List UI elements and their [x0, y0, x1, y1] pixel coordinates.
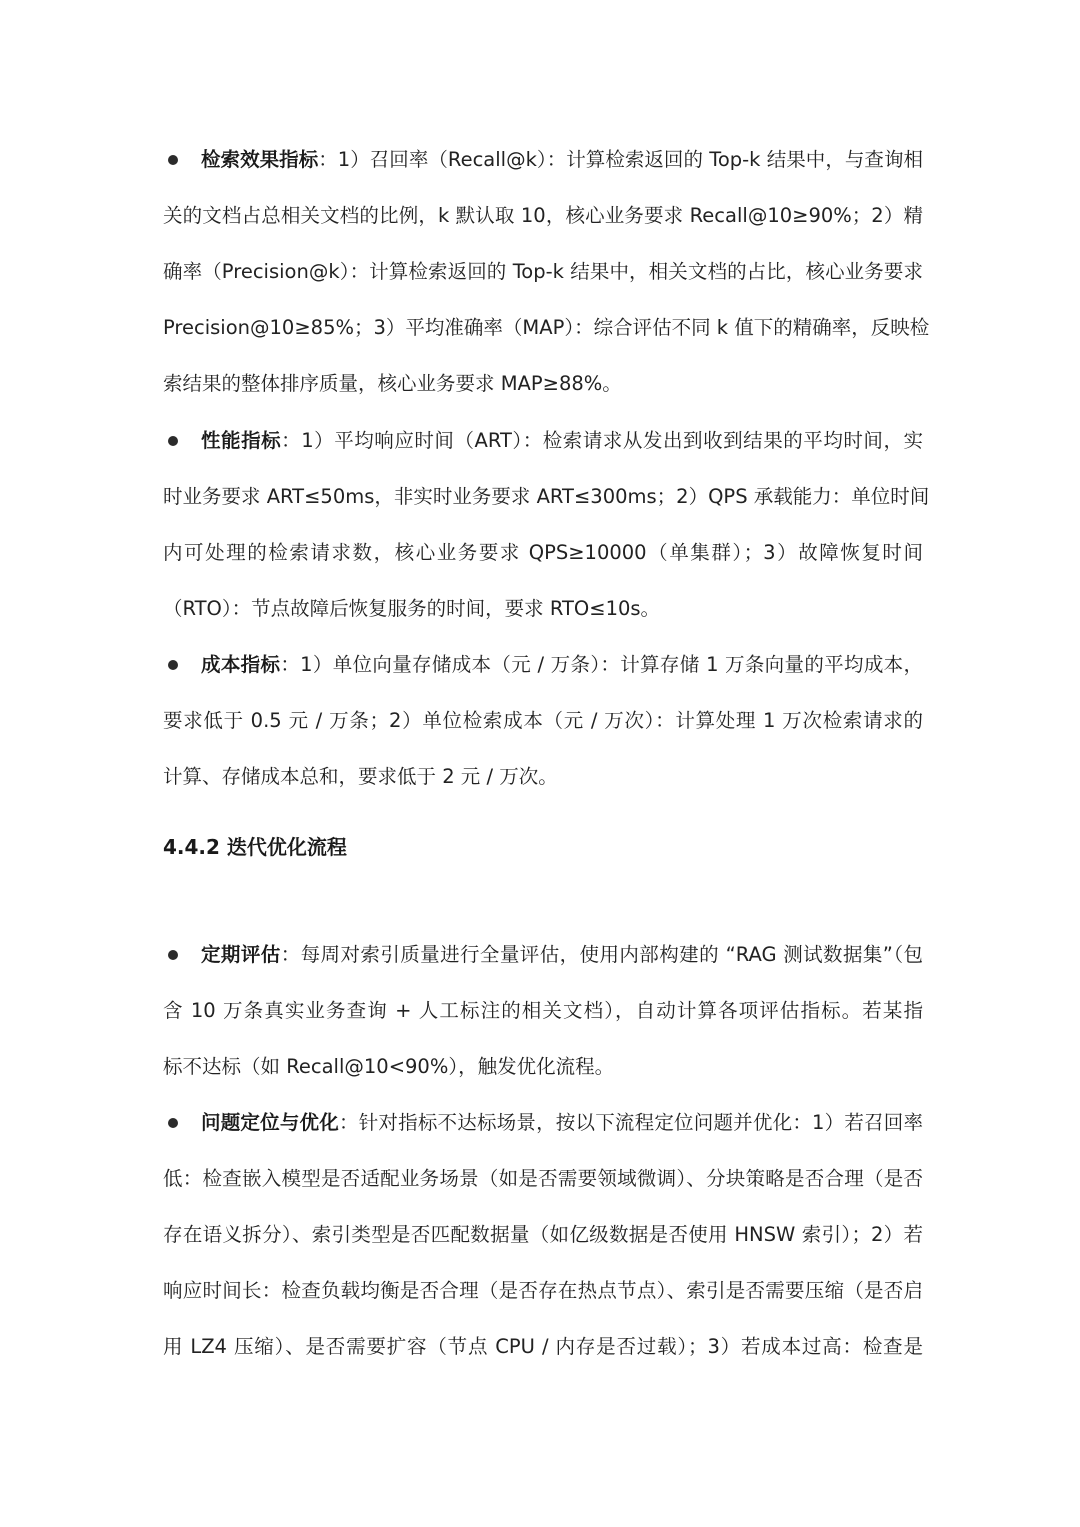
text-line: 内可处理的检索请求数，核心业务要求 QPS≥10000（单集群）；3）故障恢复时间: [163, 541, 923, 564]
bullet-icon: [168, 1118, 178, 1128]
bullet-title: 问题定位与优化: [201, 1111, 339, 1134]
text-line: 响应时间长：检查负载均衡是否合理（是否存在热点节点）、索引是否需要压缩（是否启: [163, 1279, 923, 1302]
text-line: 成本指标：1）单位向量存储成本（元 / 万条）：计算存储 1 万条向量的平均成本，: [201, 653, 923, 676]
text-line: 关的文档占总相关文档的比例，k 默认取 10，核心业务要求 Recall@10≥90%；2）精: [163, 204, 923, 227]
bullet-icon: [168, 950, 178, 960]
text-line: Precision@10≥85%；3）平均准确率（MAP）：综合评估不同 k 值下的精确率，反映检: [163, 316, 930, 339]
bullet-title: 性能指标: [201, 429, 282, 452]
text-line: 低：检查嵌入模型是否适配业务场景（如是否需要领域微调）、分块策略是否合理（是否: [163, 1167, 923, 1190]
bullet-icon: [168, 660, 178, 670]
bullet-title: 检索效果指标: [201, 148, 319, 171]
bullet-icon: [168, 436, 178, 446]
text-line: 要求低于 0.5 元 / 万条；2）单位检索成本（元 / 万次）：计算处理 1 万次检索请求的: [163, 709, 923, 732]
text-line: 含 10 万条真实业务查询 + 人工标注的相关文档），自动计算各项评估指标。若某指: [163, 999, 923, 1022]
bullet-title: 定期评估: [201, 943, 281, 966]
text-line: 索结果的整体排序质量，核心业务要求 MAP≥88%。: [163, 372, 622, 395]
text-line: （RTO）：节点故障后恢复服务的时间，要求 RTO≤10s。: [163, 597, 661, 620]
text-line: 定期评估：每周对索引质量进行全量评估，使用内部构建的 “RAG 测试数据集”（包: [201, 943, 923, 966]
section-heading: 4.4.2 迭代优化流程: [163, 835, 347, 859]
text-line: 性能指标：1）平均响应时间（ART）：检索请求从发出到收到结果的平均时间，实: [201, 429, 923, 452]
text-line: 存在语义拆分）、索引类型是否匹配数据量（如亿级数据是否使用 HNSW 索引）；2）若: [163, 1223, 923, 1246]
text-line: 时业务要求 ART≤50ms，非实时业务要求 ART≤300ms；2）QPS 承载能力：单位时间: [163, 485, 930, 508]
text-line: 问题定位与优化：针对指标不达标场景，按以下流程定位问题并优化：1）若召回率: [201, 1111, 923, 1134]
bullet-title: 成本指标: [201, 653, 281, 676]
bullet-icon: [168, 155, 178, 165]
text-line: 用 LZ4 压缩）、是否需要扩容（节点 CPU / 内存是否过载）；3）若成本过高：检查是: [163, 1335, 923, 1358]
text-line: 标不达标（如 Recall@10<90%），触发优化流程。: [163, 1055, 615, 1078]
text-line: 检索效果指标：1）召回率（Recall@k）：计算检索返回的 Top-k 结果中，与查询相: [201, 148, 923, 171]
text-line: 计算、存储成本总和，要求低于 2 元 / 万次。: [163, 765, 558, 788]
text-line: 确率（Precision@k）：计算检索返回的 Top-k 结果中，相关文档的占比，核心业务要求: [163, 260, 923, 283]
